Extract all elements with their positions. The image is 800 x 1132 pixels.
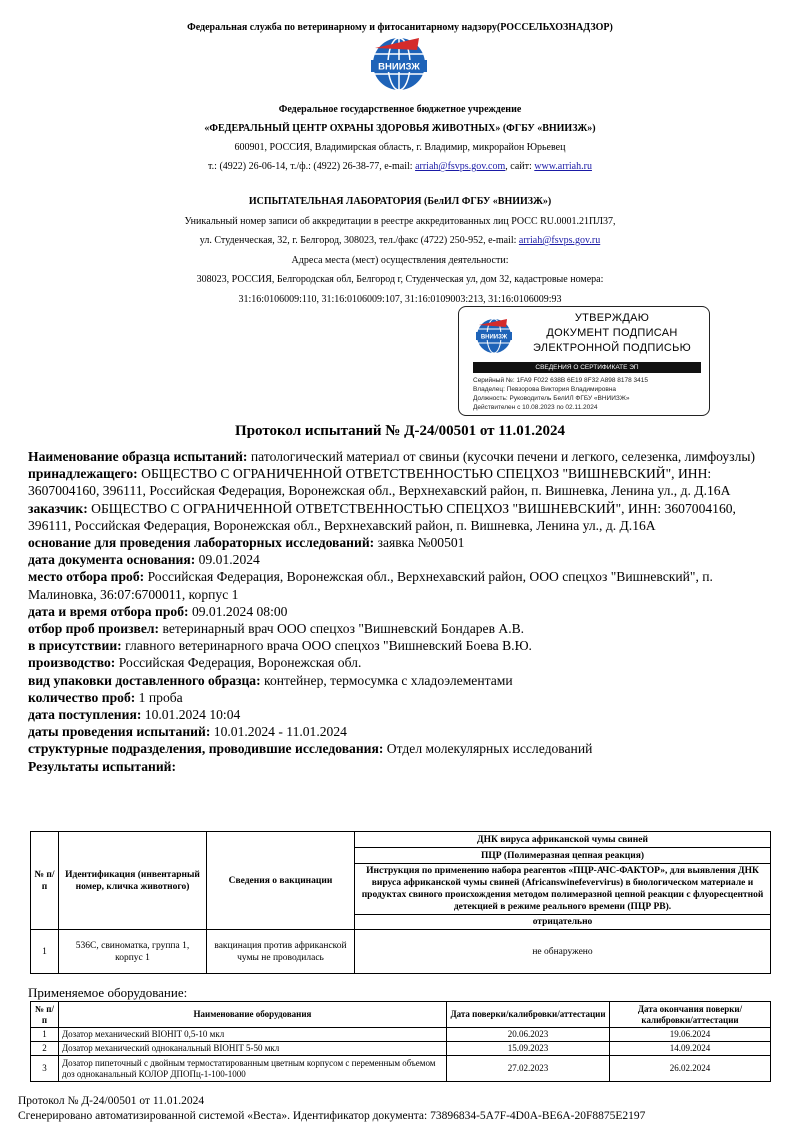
field-row: производство: Российская Федерация, Воронежская обл. xyxy=(28,655,362,671)
stamp-band: СВЕДЕНИЯ О СЕРТИФИКАТЕ ЭП xyxy=(473,362,701,373)
table-row xyxy=(31,930,771,974)
lab-places-line2: 31:16:0106009:110, 31:16:0106009:107, 31:16:0109003:213, 31:16:0106009:93 xyxy=(238,293,562,305)
table-row: 2 Дозатор механический одноканальный BIOHIT 5-50 мкл 15.09.2023 14.09.2024 xyxy=(31,1042,771,1056)
footer-protocol: Протокол № Д-24/00501 от 11.01.2024 xyxy=(18,1095,205,1107)
stamp-signed-1: ДОКУМЕНТ ПОДПИСАН xyxy=(546,327,678,339)
equipment-label: Применяемое оборудование: xyxy=(28,985,188,1000)
org-type: Федеральное государственное бюджетное учреждение xyxy=(278,104,522,115)
svg-text:ВНИИЗЖ: ВНИИЗЖ xyxy=(480,334,508,341)
field-row: в присутствии: главного ветеринарного врача ООО спецхоз "Вишневский Боева В.Ю. xyxy=(28,638,532,654)
results-table xyxy=(30,831,771,974)
logo-text: ВНИИЗЖ xyxy=(378,61,420,73)
field-row: Наименование образца испытаний: патологический материал от свиньи (кусочки печени и легкого, селезенка, лимфоузлы) xyxy=(28,449,756,464)
result-id: 536С, свиноматка, группа 1, корпус 1 xyxy=(59,930,207,974)
org-email-link[interactable]: arriah@fsvps.gov.com xyxy=(415,161,506,172)
equipment-h-name: Наименование оборудования xyxy=(59,1002,447,1028)
lab-title: ИСПЫТАТЕЛЬНАЯ ЛАБОРАТОРИЯ (БелИЛ ФГБУ «ВНИИЗЖ») xyxy=(248,196,552,207)
field-row: Результаты испытаний: xyxy=(28,758,177,774)
field-row: количество проб: 1 проба xyxy=(28,689,183,705)
lab-accreditation: Уникальный номер записи об аккредитации в реестре аккредитованных лиц РОСС RU.0001.21ПЛ37, xyxy=(184,215,616,227)
field-row: принадлежащего: ОБЩЕСТВО С ОГРАНИЧЕННОЙ ОТВЕТСТВЕННОСТЬЮ СПЕЦХОЗ "ВИШНЕВСКИЙ", ИНН: 3607004160, 396111, Российская Федерация, Воронежская обл., Верхнехавский район, п. Вишневка, Ленина ул., д. Д.16А xyxy=(28,466,731,499)
result-vacc: вакцинация против африканской чумы не проводилась xyxy=(207,930,355,974)
result-num: 1 xyxy=(31,930,59,974)
lab-places-line1: 308023, РОССИЯ, Белгородская обл, Белгород г, Студенческая ул, дом 32, кадастровые номера: xyxy=(196,274,604,285)
equipment-table xyxy=(30,1001,771,1082)
org-site-link[interactable]: www.arriah.ru xyxy=(534,161,592,172)
stamp-signed-2: ЭЛЕКТРОННОЙ ПОДПИСЬЮ xyxy=(532,342,692,354)
table-row: 1 Дозатор механический BIOHIT 0,5-10 мкл 20.06.2023 19.06.2024 xyxy=(31,1028,771,1042)
stamp-valid: Действителен с 10.08.2023 по 02.11.2024 xyxy=(473,404,598,411)
field-row: место отбора проб: Российская Федерация, Воронежская обл., Верхнехавский район, ООО спецхоз "Вишневский", п. Малиновка, 36:07:6700011, корпус 1 xyxy=(28,569,713,602)
stamp-owner: Владелец: Певзорова Виктория Владимировна xyxy=(473,386,617,393)
org-name: «ФЕДЕРАЛЬНЫЙ ЦЕНТР ОХРАНЫ ЗДОРОВЬЯ ЖИВОТНЫХ» (ФГБУ «ВНИИЗЖ») xyxy=(204,123,596,134)
equipment-h-num: № п/п xyxy=(31,1002,59,1028)
signature-stamp xyxy=(458,306,710,416)
equipment-h-end: Дата окончания поверки/калибровки/аттестации xyxy=(610,1002,771,1028)
results-h-pcr: ПЦР (Полимеразная цепная реакция) xyxy=(355,848,771,864)
stamp-serial: Серийный №: 1FA9 F022 638B 6E19 8F32 A898 8178 3415 xyxy=(473,377,649,384)
lab-email-link[interactable]: arriah@fsvps.gov.ru xyxy=(518,235,601,246)
field-row: дата документа основания: 09.01.2024 xyxy=(28,552,260,568)
field-row: заказчик: ОБЩЕСТВО С ОГРАНИЧЕННОЙ ОТВЕТСТВЕННОСТЬЮ СПЕЦХОЗ "ВИШНЕВСКИЙ", ИНН: 3607004160, 396111, Российская Федерация, Воронежская обл., Верхнехавский район, п. Вишневка, Ленина ул., д. Д.16А xyxy=(28,500,736,533)
field-row: основание для проведения лабораторных исследований: заявка №00501 xyxy=(28,535,465,551)
results-h-method: Инструкция по применению набора реагентов «ПЦР-АЧС-ФАКТОР», для выявления ДНК вируса африканской чумы свиней (Africanswinefevervirus) в биологическом материале и продуктах свиного происхождения методом полимеразной цепной реакции с флуоресцентной детекцией в режиме реального времени (ПЦР РВ). xyxy=(355,864,771,915)
results-h-dna: ДНК вируса африканской чумы свиней xyxy=(355,832,771,848)
results-h-norm: отрицательно xyxy=(355,915,771,930)
field-row: дата и время отбора проб: 09.01.2024 08:00 xyxy=(28,603,288,619)
stamp-logo-icon xyxy=(473,317,515,355)
results-col-num: № п/п xyxy=(31,832,59,930)
lab-address: ул. Студенческая, 32, г. Белгород, 308023, тел./факс (4722) 250-952, e-mail: arriah@fsvps.gov.ru xyxy=(199,235,601,246)
lab-places-title: Адреса места (мест) осуществления деятельности: xyxy=(291,254,509,266)
stamp-position: Должность: Руководитель БелИЛ ФГБУ «ВНИИЗЖ» xyxy=(473,395,630,402)
org-address: 600901, РОССИЯ, Владимирская область, г. Владимир, микрорайон Юрьевец xyxy=(234,142,566,153)
sample-fields xyxy=(28,448,773,775)
agency-header: Федеральная служба по ветеринарному и фитосанитарному надзору(РОССЕЛЬХОЗНАДЗОР) xyxy=(187,22,613,33)
protocol-title: Протокол испытаний № Д-24/00501 от 11.01.2024 xyxy=(235,423,565,439)
field-row: структурные подразделения, проводившие исследования: Отдел молекулярных исследований xyxy=(28,741,593,757)
results-col-vacc: Сведения о вакцинации xyxy=(207,832,355,930)
results-col-id: Идентификация (инвентарный номер, кличка животного) xyxy=(59,832,207,930)
laboratory-block xyxy=(0,192,800,309)
result-value: не обнаружено xyxy=(355,930,771,974)
field-row: вид упаковки доставленного образца: контейнер, термосумка с хладоэлементами xyxy=(28,672,513,688)
footer xyxy=(18,1094,645,1124)
field-row: отбор проб произвел: ветеринарный врач ООО спецхоз "Вишневский Бондарев А.В. xyxy=(28,621,525,637)
org-contacts: т.: (4922) 26-06-14, т./ф.: (4922) 26-38-77, e-mail: arriah@fsvps.gov.com, сайт: www.arriah.ru xyxy=(208,161,592,172)
stamp-details xyxy=(473,376,705,412)
field-row: даты проведения испытаний: 10.01.2024 - 11.01.2024 xyxy=(28,724,347,740)
organization-block xyxy=(0,100,800,176)
equipment-h-date: Дата поверки/калибровки/аттестации xyxy=(447,1002,610,1028)
field-row: дата поступления: 10.01.2024 10:04 xyxy=(28,707,241,723)
table-row: 3 Дозатор пипеточный с двойным термостатированным цветным корпусом с переменным объемом доз одноканальный КОЛОР ДПОПц-1-100-1000 27.02.2023 26.02.2024 xyxy=(31,1056,771,1082)
footer-generated: Сгенерировано автоматизированной системой «Веста». Идентификатор документа: 73896834-5A7F-4D0A-BE6A-20F8875E2197 xyxy=(18,1110,646,1122)
vniizzh-logo-icon xyxy=(367,36,431,96)
stamp-approve: УТВЕРЖДАЮ xyxy=(574,312,650,324)
